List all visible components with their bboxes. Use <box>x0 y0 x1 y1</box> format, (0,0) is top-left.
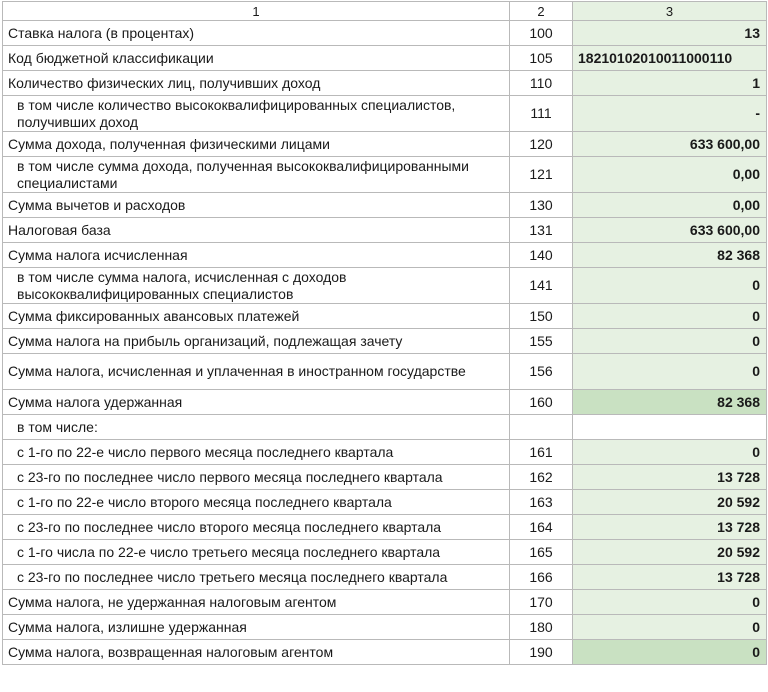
row-code: 131 <box>510 218 573 243</box>
row-value: - <box>573 96 767 132</box>
table-row <box>3 329 767 354</box>
row-value: 0 <box>573 268 767 304</box>
row-label: с 1-го по 22-е число второго месяца последнего квартала <box>3 490 510 515</box>
row-code: 110 <box>510 71 573 96</box>
row-code: 164 <box>510 515 573 540</box>
row-code: 120 <box>510 132 573 157</box>
table-row <box>3 21 767 46</box>
table-row <box>3 96 767 132</box>
table-row <box>3 71 767 96</box>
row-code: 160 <box>510 390 573 415</box>
row-label: Код бюджетной классификации <box>3 46 510 71</box>
table-row <box>3 490 767 515</box>
row-code: 166 <box>510 565 573 590</box>
row-code: 161 <box>510 440 573 465</box>
row-label: Сумма налога удержанная <box>3 390 510 415</box>
row-label: Сумма вычетов и расходов <box>3 193 510 218</box>
row-label: в том числе сумма налога, исчисленная с доходов высококвалифицированных специалистов <box>3 268 510 304</box>
row-code: 140 <box>510 243 573 268</box>
table-header-row <box>3 2 767 21</box>
row-value: 633 600,00 <box>573 132 767 157</box>
table-row <box>3 565 767 590</box>
row-label: с 1-го по 22-е число первого месяца последнего квартала <box>3 440 510 465</box>
row-code: 190 <box>510 640 573 665</box>
row-value: 20 592 <box>573 490 767 515</box>
row-label: Ставка налога (в процентах) <box>3 21 510 46</box>
row-value: 633 600,00 <box>573 218 767 243</box>
row-value <box>573 415 767 440</box>
table-row <box>3 132 767 157</box>
tax-report-table <box>2 1 767 665</box>
row-label: Сумма налога, излишне удержанная <box>3 615 510 640</box>
table-row <box>3 193 767 218</box>
row-value: 0 <box>573 304 767 329</box>
row-label: Сумма фиксированных авансовых платежей <box>3 304 510 329</box>
row-label: с 23-го по последнее число второго месяца последнего квартала <box>3 515 510 540</box>
column-header-3: 3 <box>573 2 767 21</box>
column-header-1: 1 <box>3 2 510 21</box>
row-value: 82 368 <box>573 243 767 268</box>
row-value: 0 <box>573 354 767 390</box>
row-label: Количество физических лиц, получивших доход <box>3 71 510 96</box>
row-value: 0 <box>573 440 767 465</box>
row-code: 170 <box>510 590 573 615</box>
row-code: 105 <box>510 46 573 71</box>
row-value: 18210102010011000110 <box>573 46 767 71</box>
row-label: с 23-го по последнее число третьего месяца последнего квартала <box>3 565 510 590</box>
row-code: 155 <box>510 329 573 354</box>
table-row <box>3 218 767 243</box>
table-row <box>3 243 767 268</box>
row-code: 121 <box>510 157 573 193</box>
row-label: с 23-го по последнее число первого месяца последнего квартала <box>3 465 510 490</box>
table-row <box>3 640 767 665</box>
row-code: 150 <box>510 304 573 329</box>
row-value: 82 368 <box>573 390 767 415</box>
row-value: 20 592 <box>573 540 767 565</box>
table-row <box>3 46 767 71</box>
table-row <box>3 465 767 490</box>
row-label: в том числе сумма дохода, полученная высококвалифицированными специалистами <box>3 157 510 193</box>
row-value: 13 <box>573 21 767 46</box>
table-row <box>3 268 767 304</box>
table-row <box>3 415 767 440</box>
row-code: 156 <box>510 354 573 390</box>
row-code: 162 <box>510 465 573 490</box>
row-value: 1 <box>573 71 767 96</box>
table-row <box>3 540 767 565</box>
row-value: 13 728 <box>573 515 767 540</box>
row-value: 13 728 <box>573 565 767 590</box>
row-label: в том числе количество высококвалифицированных специалистов, получивших доход <box>3 96 510 132</box>
table-row <box>3 615 767 640</box>
row-code: 100 <box>510 21 573 46</box>
row-value: 0 <box>573 615 767 640</box>
row-label: в том числе: <box>3 415 510 440</box>
row-code: 130 <box>510 193 573 218</box>
row-code: 180 <box>510 615 573 640</box>
row-label: Сумма дохода, полученная физическими лицами <box>3 132 510 157</box>
table-row <box>3 390 767 415</box>
table-row <box>3 590 767 615</box>
row-code: 163 <box>510 490 573 515</box>
row-code: 141 <box>510 268 573 304</box>
column-header-2: 2 <box>510 2 573 21</box>
table-row <box>3 304 767 329</box>
row-value: 13 728 <box>573 465 767 490</box>
row-code: 111 <box>510 96 573 132</box>
table-row <box>3 515 767 540</box>
row-code: 165 <box>510 540 573 565</box>
row-code <box>510 415 573 440</box>
row-value: 0,00 <box>573 157 767 193</box>
table-row <box>3 157 767 193</box>
table-row <box>3 440 767 465</box>
row-label: Сумма налога, исчисленная и уплаченная в иностранном государстве <box>3 354 510 390</box>
row-label: Сумма налога, не удержанная налоговым агентом <box>3 590 510 615</box>
row-value: 0 <box>573 590 767 615</box>
row-label: Сумма налога, возвращенная налоговым агентом <box>3 640 510 665</box>
row-label: с 1-го числа по 22-е число третьего месяца последнего квартала <box>3 540 510 565</box>
table-row <box>3 354 767 390</box>
row-value: 0,00 <box>573 193 767 218</box>
row-value: 0 <box>573 329 767 354</box>
row-value: 0 <box>573 640 767 665</box>
row-label: Сумма налога исчисленная <box>3 243 510 268</box>
row-label: Налоговая база <box>3 218 510 243</box>
row-label: Сумма налога на прибыль организаций, подлежащая зачету <box>3 329 510 354</box>
